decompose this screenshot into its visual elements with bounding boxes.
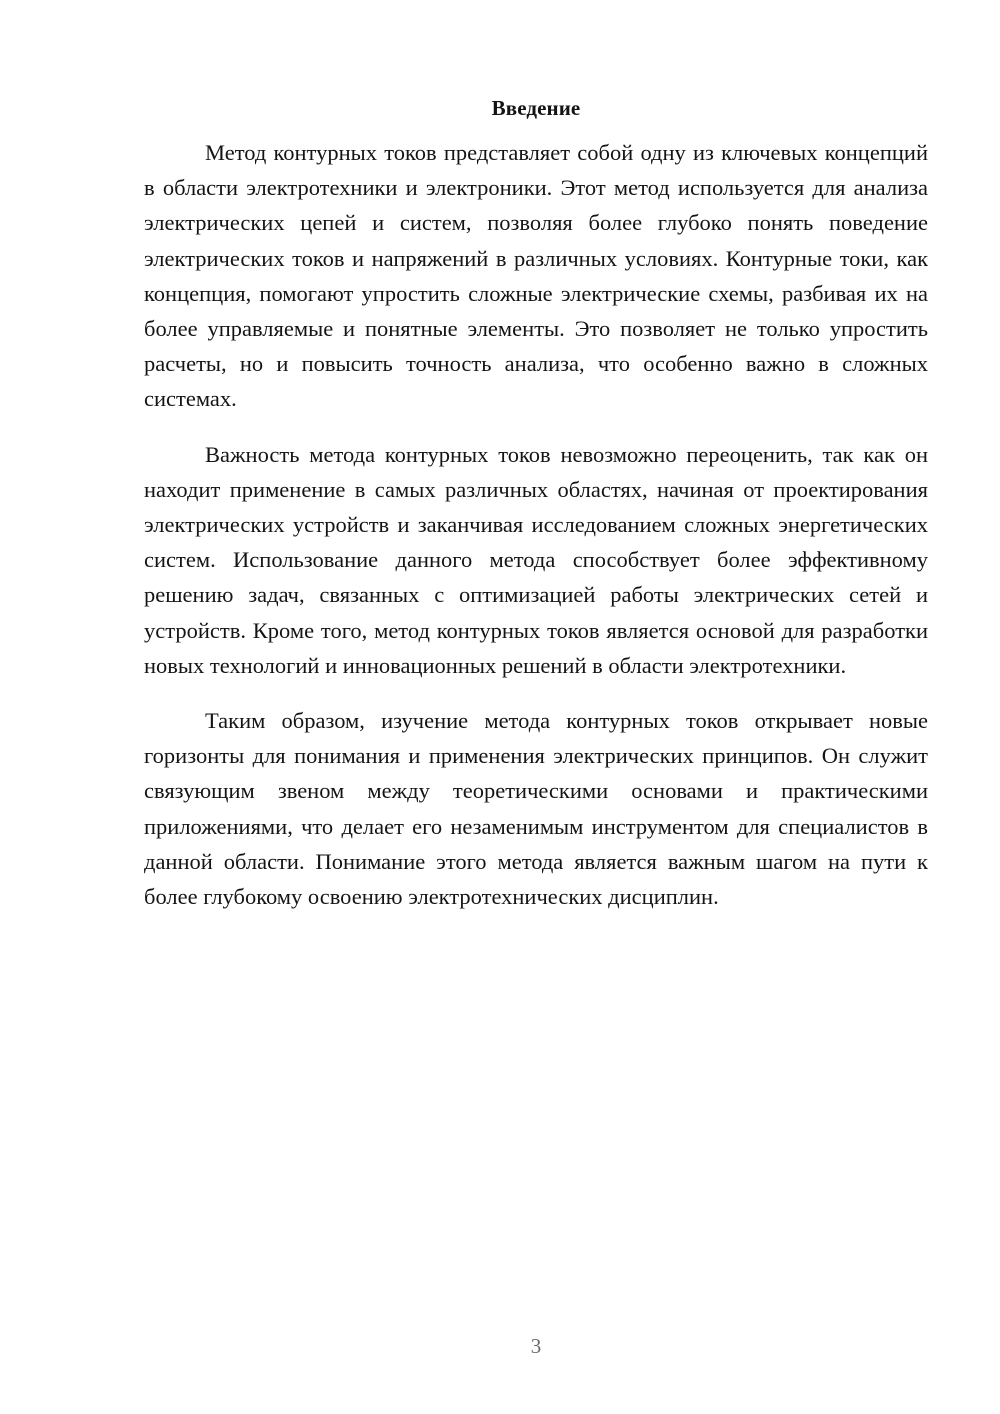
paragraph-1: Метод контурных токов представляет собой одну из ключевых концепций в области электротехники и электроники. Этот метод используется для анализа электрических цепей и систем, позволяя более глубоко понять поведение электрических токов и напряжений в различных условиях. Контурные токи, как концепция, помогают упростить сложные электрические схемы, разбивая их на более управляемые и понятные элементы. Это позволяет не только упростить расчеты, но и повысить точность анализа, что особенно важно в сложных системах. <box>144 140 928 412</box>
page-number: 3 <box>530 1334 542 1358</box>
paragraph-2: Важность метода контурных токов невозможно переоценить, так как он находит применение в самых различных областях, начиная от проектирования электрических устройств и заканчивая исследованием сложных энергетических систем. Использование данного метода способствует более эффективному решению задач, связанных с оптимизацией работы электрических сетей и устройств. Кроме того, метод контурных токов является основой для разработки новых технологий и инновационных решений в области электротехники. <box>144 441 928 678</box>
paragraph-3: Таким образом, изучение метода контурных токов открывает новые горизонты для понимания и применения электрических принципов. Он служит связующим звеном между теоретическими основами и практическими приложениями, что делает его незаменимым инструментом для специалистов в данной области. Понимание этого метода является важным шагом на пути к более глубокому освоению электротехнических дисциплин. <box>144 708 928 910</box>
page-body <box>144 96 928 914</box>
section-title: Введение <box>491 96 581 120</box>
